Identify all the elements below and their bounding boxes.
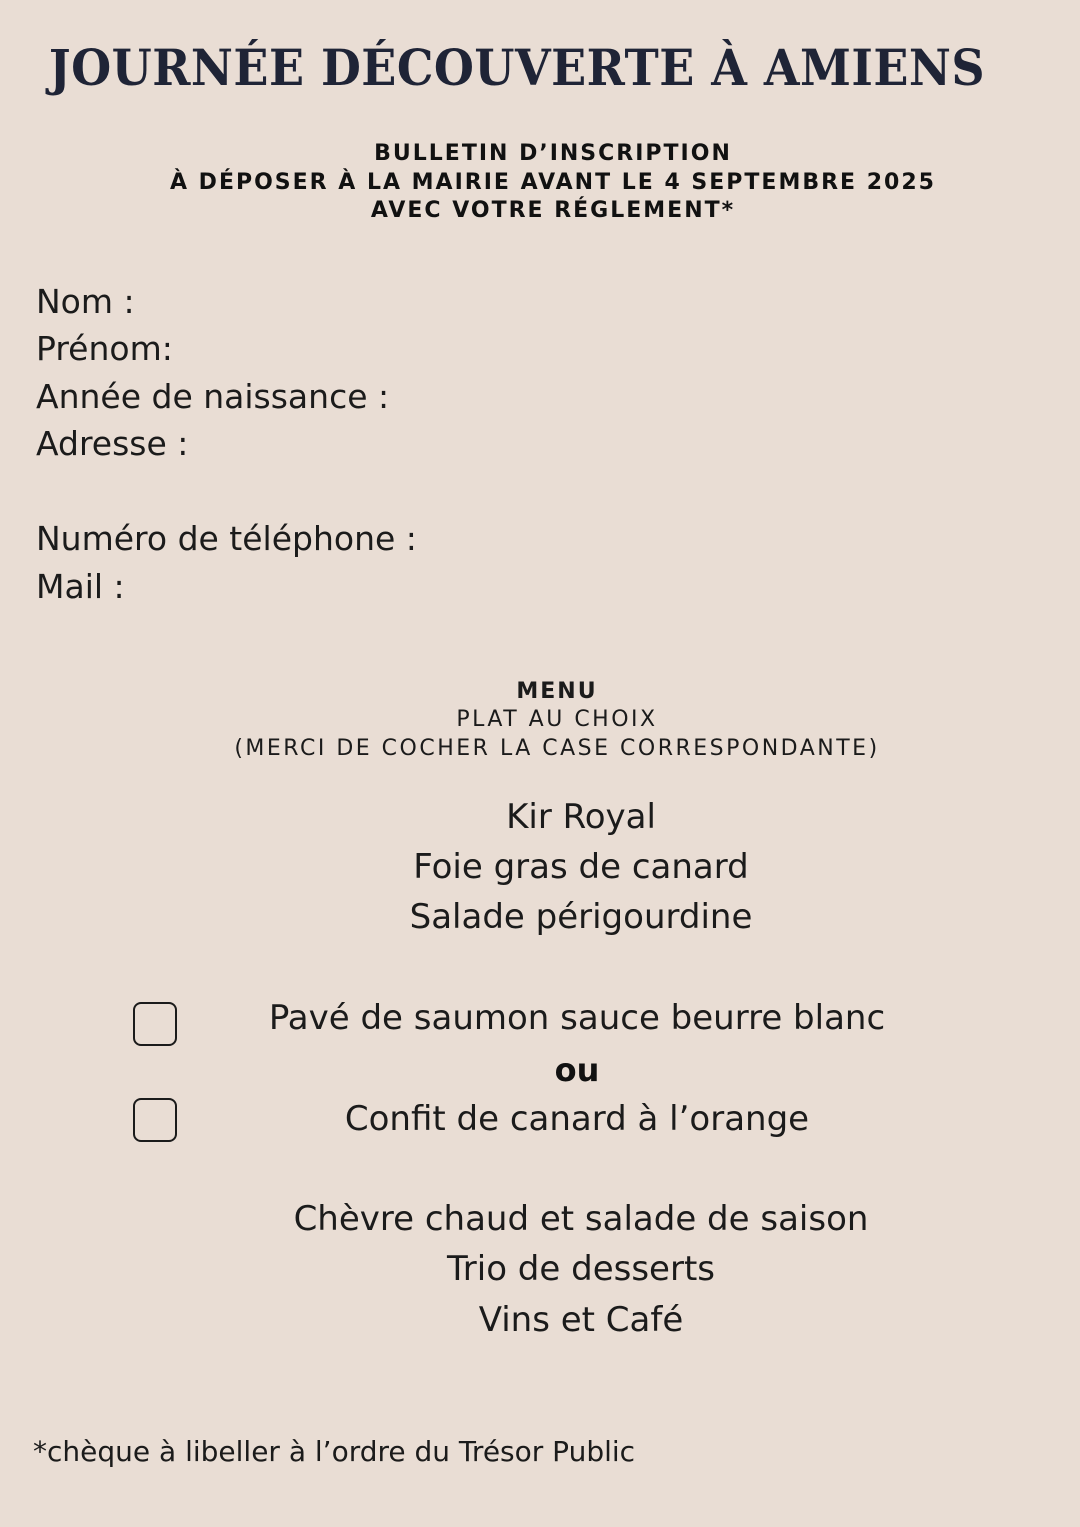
choice-canard-label: Confit de canard à l’orange [344,1099,810,1139]
field-adresse-label: Adresse : [36,424,189,463]
field-telephone-label: Numéro de téléphone : [36,519,417,558]
field-nom-label: Nom : [36,282,135,321]
choice-saumon-label: Pavé de saumon sauce beurre blanc [268,998,886,1038]
field-annee-naissance-label: Année de naissance : [36,377,390,416]
ending-item: Trio de desserts [447,1249,715,1289]
starter-item: Foie gras de canard [413,847,749,887]
subtitle-line-1: BULLETIN D’INSCRIPTION [374,141,732,166]
ending-item: Vins et Café [478,1300,684,1340]
ending-item: Chèvre chaud et salade de saison [293,1199,869,1239]
subtitle-line-3: AVEC VOTRE RÉGLEMENT* [370,198,736,223]
starter-item: Kir Royal [506,797,656,837]
page-title: JOURNÉE DÉCOUVERTE À AMIENS [48,38,986,97]
menu-subheading: PLAT AU CHOIX [456,707,658,732]
footnote: *chèque à libeller à l’ordre du Trésor Public [33,1435,636,1468]
choice-separator: ou [554,1051,600,1089]
menu-heading: MENU [516,679,598,704]
subtitle-line-2: À DÉPOSER À LA MAIRIE AVANT LE 4 SEPTEMBRE 2025 [170,170,936,195]
menu-instruction: (MERCI DE COCHER LA CASE CORRESPONDANTE) [234,736,880,761]
starter-item: Salade périgourdine [409,897,753,937]
field-mail-label: Mail : [36,567,125,606]
field-prenom-label: Prénom: [36,329,173,368]
